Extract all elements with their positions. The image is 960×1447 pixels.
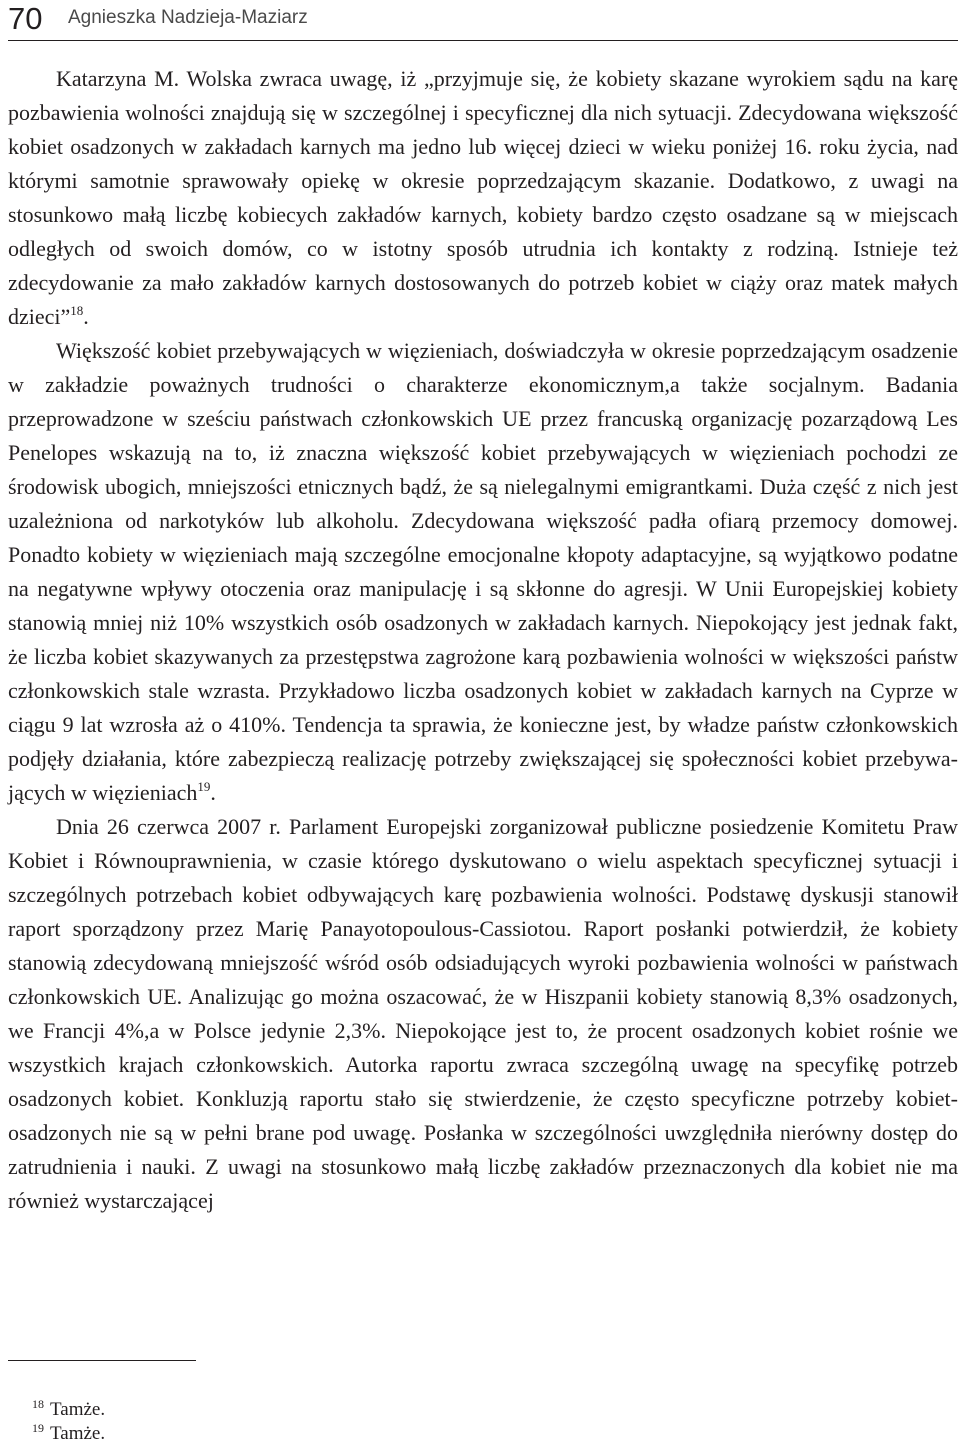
paragraph-3: Dnia 26 czerwca 2007 r. Parlament Europejski zorganizował publiczne posiedzenie Komitetu Praw Kobiet i Równouprawnienia, w czasie którego dyskutowano o wielu aspektach specyficznej sytuacji i szczególnych potrzebach kobiet odbywających karę pozbawienia wolności. Podstawę dyskusji stanowił raport sporządzony przez Marię Panayotopoulous-Cassiotou. Raport posłanki potwierdził, że kobiety stanowią zdecydowaną mniejszość wśród osób odsiadujących wyroki pozbawienia wolności w państwach członkowskich UE. Analizując go można oszacować, że w Hiszpanii kobiety stanowią 8,3% osadzonych, we Francji 4%,a w Polsce jedynie 2,3%. Niepokojące jest to, że procent osadzonych kobiet rośnie we wszystkich krajach członkowskich. Autorka raportu zwraca szczególną uwagę na specyfikę potrzeb osadzonych kobiet. Konkluzją raportu stało się stwierdzenie, że często specyficzne potrzeby kobiet-osadzonych nie są w pełni brane pod uwagę. Posłanka w szczególności uwzględniła nierówny dostęp do zatrudnienia i nauki. Z uwagi na stosunkowo małą liczbę zakładów przeznaczonych dla kobiet nie ma również wystarczającej xyxy=(8,814,958,1213)
footnote-18 xyxy=(32,1398,105,1422)
footnote-text: Tamże. xyxy=(50,1399,106,1420)
footnote-text: Tamże. xyxy=(50,1423,106,1444)
page-number: 70 xyxy=(8,1,43,36)
footnote-19 xyxy=(32,1422,105,1446)
paragraph-2 xyxy=(8,334,958,810)
footnote-number: 19 xyxy=(32,1421,44,1435)
paragraph-2-text: Większość kobiet przebywających w więzieniach, doświadczyła w okresie poprzedzającym osadzenie w zakładzie poważnych trudności o charakterze ekonomicznym,a także socjalnym. Badania przeprowadzone w sześciu państwach członkowskich UE przez francuską organizację pozarządową Les Penelopes wskazują na to, iż znaczna większość kobiet przebywających w więzieniach pochodzi ze środowisk ubogich, mniejszości etnicznych bądź, że są nielegalnymi emigrantkami. Duża część z nich jest uzależniona od narkotyków lub alkoholu. Zdecydowana większość padła ofiarą przemocy domowej. Ponadto kobiety w więzieniach mają szczególne emocjonalne kłopoty adaptacyjne, są wyjątkowo podatne na negatywne wpływy otoczenia oraz manipulację i są skłonne do agresji. W Unii Europejskiej kobiety stanowią mniej niż 10% wszystkich osób osadzonych w zakładach karnych. Niepokojący jest jednak fakt, że liczba kobiet skazywanych za przestępstwa zagrożone karą pozbawienia wolności w większości państw członkowskich stale wzrasta. Przykładowo liczba osadzonych kobiet w zakładach karnych na Cyprze w ciągu 9 lat wzrosła aż o 410%. Tendencja ta sprawia, że konieczne jest, by władze państw członkowskich podjęły działania, które zabezpieczą realizację potrzeby zwiększającej się społeczności kobiet przebywających w więzieniach xyxy=(8,338,958,805)
running-header xyxy=(8,0,958,41)
paragraph-1-end: . xyxy=(83,304,89,329)
footnote-ref-18: 18 xyxy=(70,303,84,318)
body-text xyxy=(8,62,958,1218)
paragraph-1 xyxy=(8,62,958,334)
running-head-author: Agnieszka Nadzieja-Maziarz xyxy=(68,7,308,28)
paragraph-1-text: Katarzyna M. Wolska zwraca uwagę, iż „przyjmuje się, że kobiety skazane wyrokiem sądu na karę pozbawienia wolności znajdują się w szczególnej i specyficznej dla nich sytuacji. Zdecydowana większość kobiet osadzonych w zakładach karnych ma jedno lub więcej dzieci w wieku poniżej 16. roku życia, nad którymi samotnie sprawowały opiekę w okresie poprzedzającym skazanie. Dodatkowo, z uwagi na stosunkowo małą liczbę kobiecych zakładów karnych, kobiety bardzo często osadzane są w miejscach odległych od swoich domów, co w istotny sposób utrudnia ich kontakty z rodziną. Istnieje też zdecydowanie za mało zakładów karnych dostosowanych do potrzeb kobiet w ciąży oraz matek małych dzieci” xyxy=(8,66,958,329)
footnote-ref-19: 19 xyxy=(197,779,211,794)
footnote-number: 18 xyxy=(32,1397,44,1411)
footnote-separator xyxy=(8,1360,196,1361)
paragraph-2-end: . xyxy=(210,780,216,805)
footnotes xyxy=(32,1398,105,1446)
